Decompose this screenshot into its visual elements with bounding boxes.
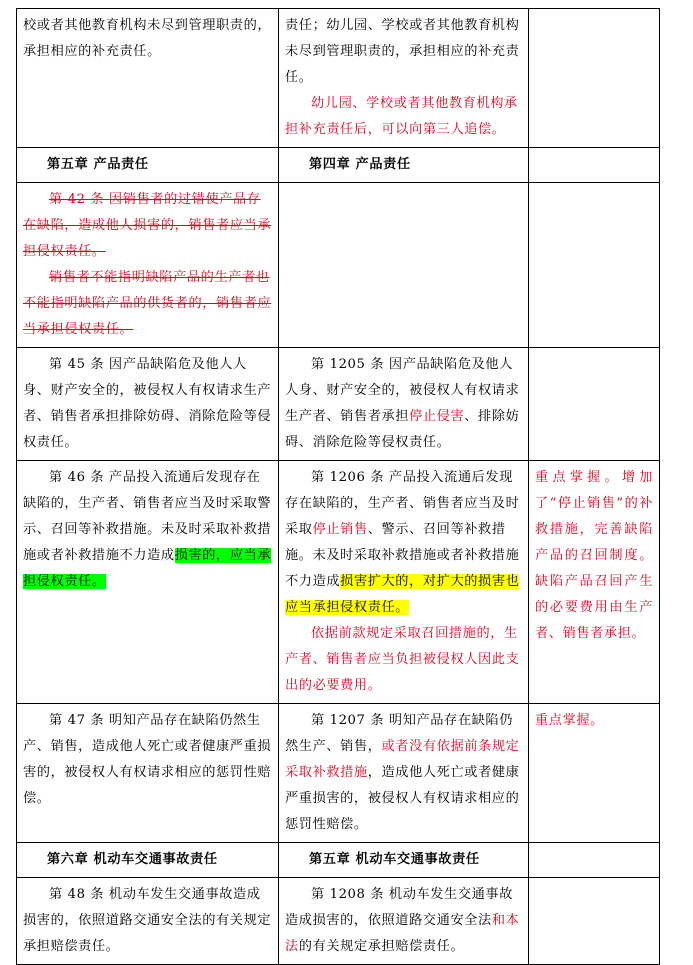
highlighted-phrase: 损害的，应当承担侵权责任。 — [23, 548, 272, 589]
old-chapter-title: 第六章 机动车交通事故责任 — [47, 852, 218, 867]
old-law-cell — [17, 461, 279, 704]
new-law-text: 责任；幼儿园、学校或者其他教育机构未尽到管理职责的，承担相应的补充责任。 — [285, 18, 520, 85]
table-row — [17, 348, 660, 461]
new-law-cell — [279, 9, 529, 148]
added-phrase: 停止侵害 — [409, 409, 465, 424]
added-phrase: 和本法 — [285, 913, 520, 954]
table-row — [17, 183, 660, 348]
new-law-cell — [279, 183, 529, 348]
old-law-text: 第 47 条 明知产品存在缺陷仍然生产、销售，造成他人死亡或者健康严重损害的，被侵权人有权请求相应的惩罚性赔偿。 — [23, 713, 272, 806]
table-row — [17, 461, 660, 704]
old-law-cell — [17, 704, 279, 843]
old-law-text: 第 45 条 因产品缺陷危及他人人身、财产安全的，被侵权人有权请求生产者、销售者承担排除妨碍、消除危险等侵权责任。 — [23, 357, 272, 450]
new-law-added-text: 幼儿园、学校或者其他教育机构承担补充责任后，可以向第三人追偿。 — [285, 96, 518, 137]
deleted-article-text: 第 42 条 因销售者的过错使产品存在缺陷，造成他人损害的，销售者应当承担侵权责任。 — [23, 192, 272, 259]
new-law-text: 第 1205 条 因产品缺陷危及他人人身、财产安全的，被侵权人有权请求生产者、销售者承担停止侵害、排除妨碍、消除危险等侵权责任。 — [285, 357, 520, 450]
note-cell — [529, 878, 660, 965]
new-law-cell — [279, 878, 529, 965]
note-text: 重点掌握。增加了“停止销售”的补救措施，完善缺陷产品的召回制度。缺陷产品召回产生的必要费用由生产者、销售者承担。 — [535, 470, 653, 641]
chapter-header-row — [17, 148, 660, 183]
old-law-text: 第 46 条 产品投入流通后发现存在缺陷的，生产者、销售者应当及时采取警示、召回等补救措施。未及时采取补救措施或者补救措施不力造成损害的，应当承担侵权责任。 — [23, 470, 272, 589]
old-law-text: 第 48 条 机动车发生交通事故造成损害的，依照道路交通安全法的有关规定承担赔偿责任。 — [23, 887, 272, 954]
added-phrase: 或者没有依据前条规定采取补救措施 — [285, 739, 520, 780]
table-row — [17, 704, 660, 843]
new-chapter-title: 第四章 产品责任 — [309, 157, 411, 172]
old-chapter-title: 第五章 产品责任 — [47, 157, 149, 172]
note-cell — [529, 9, 660, 148]
new-law-text: 第 1206 条 产品投入流通后发现存在缺陷的，生产者、销售者应当及时采取停止销售、警示、召回等补救措施。未及时采取补救措施或者补救措施不力造成损害扩大的，对扩大的损害也应当承担侵权责任。 — [285, 470, 520, 615]
new-chapter-title: 第五章 机动车交通事故责任 — [309, 852, 480, 867]
new-law-cell — [279, 461, 529, 704]
note-cell — [529, 348, 660, 461]
new-law-text: 第 1207 条 明知产品存在缺陷仍然生产、销售，或者没有依据前条规定采取补救措施，造成他人死亡或者健康严重损害的，被侵权人有权请求相应的惩罚性赔偿。 — [285, 713, 520, 832]
old-law-cell — [17, 9, 279, 148]
added-phrase: 停止销售 — [312, 522, 368, 537]
note-text: 重点掌握。 — [535, 713, 604, 728]
comparison-table — [16, 8, 660, 965]
table-row — [17, 878, 660, 965]
new-law-cell — [279, 348, 529, 461]
old-law-text: 校或者其他教育机构未尽到管理职责的，承担相应的补充责任。 — [23, 18, 272, 59]
note-cell — [529, 704, 660, 843]
highlighted-phrase: 损害扩大的，对扩大的损害也应当承担侵权责任。 — [285, 574, 520, 615]
note-cell — [529, 183, 660, 348]
new-law-added-text: 依据前款规定采取召回措施的，生产者、销售者应当负担被侵权人因此支出的必要费用。 — [285, 626, 520, 693]
old-law-cell — [17, 183, 279, 348]
new-law-text: 第 1208 条 机动车发生交通事故造成损害的，依照道路交通安全法和本法的有关规定承担赔偿责任。 — [285, 887, 520, 954]
old-law-cell — [17, 348, 279, 461]
old-law-cell — [17, 878, 279, 965]
deleted-article-text: 销售者不能指明缺陷产品的生产者也不能指明缺陷产品的供货者的，销售者应当承担侵权责任。 — [23, 270, 272, 337]
new-law-cell — [279, 704, 529, 843]
table-row — [17, 9, 660, 148]
chapter-header-row — [17, 843, 660, 878]
note-cell — [529, 461, 660, 704]
